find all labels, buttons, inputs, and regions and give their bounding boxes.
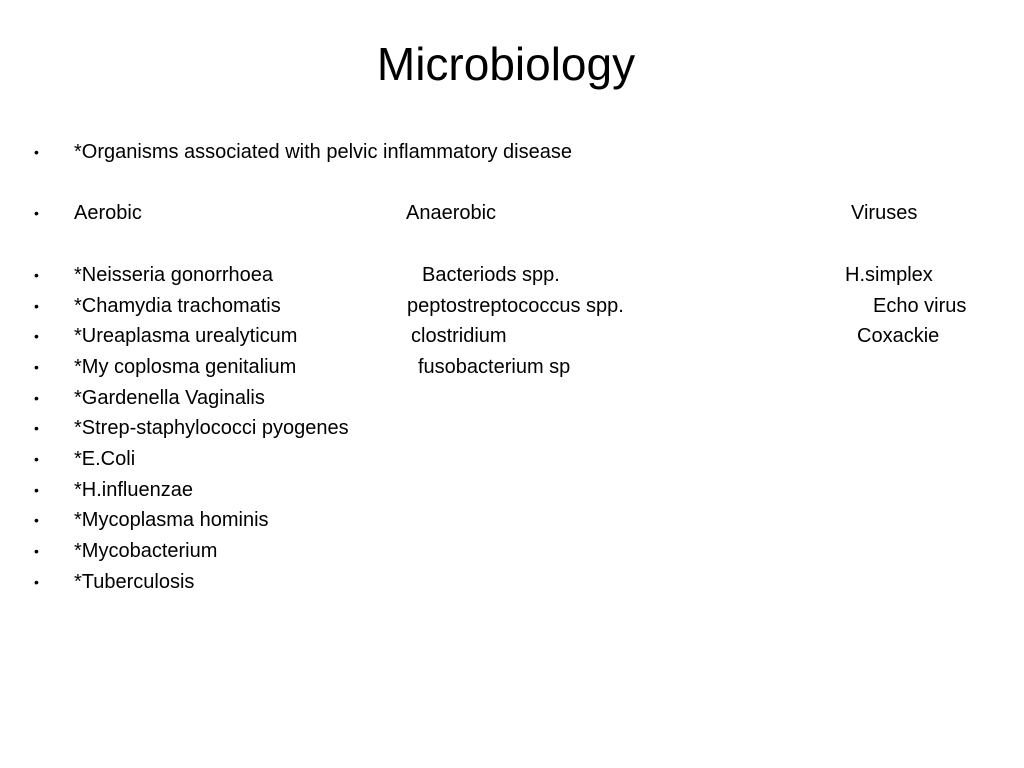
list-item: [0, 321, 1024, 352]
aerobic-organism: *Strep-staphylococci pyogenes: [74, 417, 349, 439]
aerobic-organism: *Mycobacterium: [74, 540, 218, 562]
bullet: •: [34, 328, 39, 344]
aerobic-organism: *Gardenella Vaginalis: [74, 387, 265, 409]
bullet: •: [34, 451, 39, 467]
anaerobic-organism: peptostreptococcus spp.: [407, 295, 624, 317]
aerobic-organism: *My coplosma genitalium: [74, 356, 297, 378]
bullet: •: [34, 512, 39, 528]
bullet: •: [34, 205, 39, 221]
aerobic-header: Aerobic: [74, 202, 142, 224]
list-item: [0, 352, 1024, 383]
list-item: [0, 413, 1024, 444]
list-item: [0, 260, 1024, 291]
viruses-header: Viruses: [851, 202, 918, 224]
list-item: [0, 536, 1024, 567]
list-item: [0, 444, 1024, 475]
anaerobic-organism: fusobacterium sp: [418, 356, 571, 378]
bullet: •: [34, 543, 39, 559]
anaerobic-organism: Bacteriods spp.: [422, 264, 560, 286]
bullet: •: [34, 298, 39, 314]
aerobic-organism: *E.Coli: [74, 448, 136, 470]
list-item: [0, 291, 1024, 322]
bullet: •: [34, 359, 39, 375]
bullet: •: [34, 482, 39, 498]
list-item: [0, 567, 1024, 598]
list-item: [0, 505, 1024, 536]
intro-line: [0, 137, 1024, 168]
bullet: •: [34, 420, 39, 436]
column-headers: [0, 198, 1024, 229]
bullet: •: [34, 390, 39, 406]
bullet: •: [34, 574, 39, 590]
virus-name: H.simplex: [845, 264, 933, 286]
aerobic-organism: *Tuberculosis: [74, 571, 195, 593]
aerobic-organism: *Mycoplasma hominis: [74, 509, 269, 531]
aerobic-organism: *Neisseria gonorrhoea: [74, 264, 274, 286]
bullet: •: [34, 144, 39, 160]
aerobic-organism: *Ureaplasma urealyticum: [74, 325, 298, 347]
slide-title: Microbiology: [376, 38, 636, 90]
bullet: •: [34, 267, 39, 283]
anaerobic-organism: clostridium: [411, 325, 507, 347]
aerobic-organism: *Chamydia trachomatis: [74, 295, 281, 317]
list-item: [0, 475, 1024, 506]
intro-text: *Organisms associated with pelvic inflammatory disease: [74, 141, 572, 163]
aerobic-organism: *H.influenzae: [74, 479, 193, 501]
virus-name: Echo virus: [873, 295, 967, 317]
virus-name: Coxackie: [857, 325, 940, 347]
anaerobic-header: Anaerobic: [406, 202, 497, 224]
list-item: [0, 383, 1024, 414]
